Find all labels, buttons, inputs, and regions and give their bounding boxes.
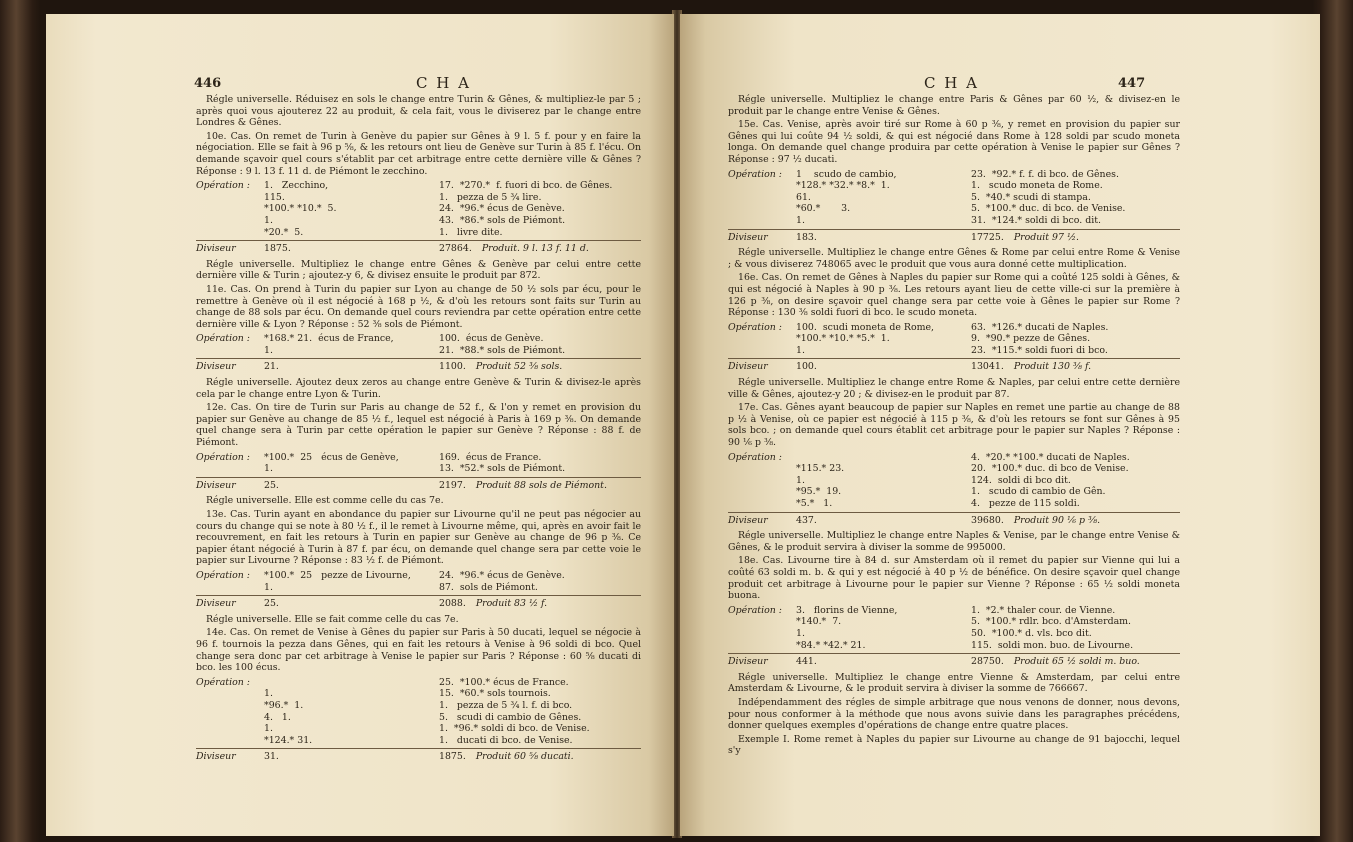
paragraph: 14e. Cas. On remet de Venise à Gênes du papier sur Paris à 50 ducati, lequel se négocie à 96 f. tournois la pezza dans Gênes, qui en fait les retours à Venise à 96 soldi di bco. Quel change sera donc par cet arbitrage à Venise le papier sur Paris ? Réponse : 60 ⅝ ducati di bco. les 100 écus. [196,627,641,674]
operation-right-column: 23. *92.* f. f. di bco. de Gênes. 1. scudo moneta de Rome. 5. *40.* scudi di stampa. 5. *100.* duc. di bco. de Venise. 31. *124.* soldi di bco. dit. [971,168,1126,226]
operation-left-column: 1 scudo de cambio, *128.* *32.* *8.* 1. 61. *60.* 3. 1. [796,168,897,226]
product-cell [971,232,1180,244]
paragraph: Régle universelle. Multipliez le change entre Gênes & Genève par celui entre cette dernière ville & Turin ; ajoutez-y 6, & divisez ensuite le produit par 872. [196,258,641,282]
product-value: 1100. [439,361,466,373]
operation-block [728,452,1180,510]
product-result: Produit 88 sols de Piémont. [475,479,607,491]
operation-right-column: 25. *100.* écus de France. 15. *60.* sols tournois. 1. pezza de 5 ¾ l. f. di bco. 5. scudi di cambio de Gênes. 1. *96.* soldi di bco. de Venise. 1. ducati di bco. de Venise. [439,676,590,746]
right-page-body [728,94,1180,759]
paragraph: Régle universelle. Multipliez le change entre Paris & Gênes par 60 ½, & divisez-en le produit par le change entre Venise & Gênes. [728,94,1180,117]
operation-block [196,180,641,238]
operation-label: Opération : [196,333,250,345]
product-cell [971,361,1180,373]
product-value: 27864. [439,243,472,255]
product-value: 2088. [439,598,466,610]
left-page [46,14,674,836]
product-result: Produit 60 ⅝ ducati. [475,751,574,763]
divisor-label: Diviseur [196,598,236,610]
paragraph: Régle universelle. Elle se fait comme celle du cas 7e. [206,613,459,625]
divisor-label: Diviseur [728,361,768,373]
operation-block [196,677,641,747]
paragraph: 11e. Cas. On prend à Turin du papier sur Lyon au change de 50 ½ sols par écu, pour le remettre à Genève où il est négocié à 168 p ½, & d'où les retours sont faits sur Turin au change de 88 sols par écu. On demande quel cours reviendra par cette opération entre cette dernière ville & Lyon ? Réponse : 52 ⅜ sols de Piémont. [196,283,641,330]
paragraph: 18e. Cas. Livourne tire à 84 d. sur Amsterdam où il remet du papier sur Vienne qui lui a coûté 63 soldi m. b. & qui y est négocié à 40 p ½ de bénéfice. On desire sçavoir quel change produit cet arbitrage à Livourne pour le papier sur Vienne ? Réponse : 65 ½ soldi moneta buona. [728,555,1180,602]
paragraph: Exemple I. Rome remet à Naples du papier sur Livourne au change de 91 bajocchi, lequel s'y [728,733,1180,757]
paragraph: 15e. Cas. Venise, après avoir tiré sur Rome à 60 p ⅜, y remet en provision du papier sur Gênes qui lui coûte 94 ½ soldi, & qui est négocié dans Rome à 128 soldi par scudo moneta longa. On demande quel change produira par cette opération à Venise le papier sur Gênes ? Réponse : 97 ½ ducati. [728,119,1180,165]
page-number-left: 446 [194,76,222,91]
divisor-line [196,240,641,255]
product-cell [439,361,641,373]
running-head-left: C H A [416,74,471,92]
operation-right-column: 1. *2.* thaler cour. de Vienne. 5. *100.* rdlr. bco. d'Amsterdam. 50. *100.* d. vls. bco dit. 115. soldi mon. buo. de Livourne. [971,604,1134,651]
paragraph: Régle universelle. Multipliez le change entre Gênes & Rome par celui entre Rome & Venise ; & vous diviserez 748065 avec le produit que vous aura donné cette multiplication. [728,247,1180,270]
divisor-value: 100. [796,361,817,373]
paragraph: Régle universelle. Multipliez le change entre Naples & Venise, par le change entre Venise & Gênes, & le produit servira à diviser la somme de 995000. [728,530,1180,553]
running-head-right: C H A [924,74,979,92]
divisor-value: 183. [796,231,817,243]
product-value: 17725. [971,231,1004,243]
product-result: Produit 97 ½. [1013,231,1080,243]
right-page [680,14,1320,836]
divisor-label: Diviseur [196,751,236,763]
product-cell [439,598,641,610]
operation-right-column: 4. *20.* *100.* ducati de Naples. 20. *100.* duc. di bco de Venise. 124. soldi di bco dit. 1. scudo di cambio de Gên. 4. pezze de 115 soldi. [971,451,1130,509]
product-value: 2197. [439,479,466,491]
operation-left-column: *168.* 21. écus de France, 1. [264,333,394,356]
operation-left-column: *115.* 23. 1. *95.* 19. *5.* 1. [796,463,845,509]
divisor-value: 25. [264,479,279,491]
operation-right-column: 24. *96.* écus de Genève. 87. sols de Piémont. [439,569,565,593]
paragraph: 17e. Cas. Gênes ayant beaucoup de papier sur Naples en remet une partie au change de 88 p ½ à Venise, où ce papier est négocié à 115 p ⅜, & d'où les retours se font sur Gênes à 95 sols bco. ; on demande quel cours établit cet arbitrage pour le papier sur Naples ? Réponse : 90 ⅙ p ⅜. [728,402,1180,449]
product-cell [971,515,1180,527]
page-number-right: 447 [1118,76,1146,91]
divisor-line [728,358,1180,373]
divisor-label: Diviseur [728,514,768,526]
divisor-label: Diviseur [196,361,236,373]
divisor-line [196,477,641,492]
operation-left-column: 1. Zecchino, 115. *100.* *10.* 5. 1. *20.* 5. [264,180,337,238]
divisor-label: Diviseur [728,656,768,668]
divisor-line [728,512,1180,527]
operation-left-column: 3. florins de Vienne, *140.* 7. 1. *84.* *42.* 21. [796,604,898,651]
operation-block [196,333,641,356]
operation-label: Opération : [728,451,782,463]
divisor-value: 25. [264,598,279,610]
divisor-value: 441. [796,656,817,668]
paragraph: Régle universelle. Réduisez en sols le change entre Turin & Gênes, & multipliez-le par 5 ; après quoi vous ajouterez 22 au produit, & cela fait, vous le diviserez par le change entre Londres & Gênes. [196,94,641,129]
operation-block [728,605,1180,651]
operation-label: Opération : [196,569,250,581]
divisor-line [196,595,641,610]
product-cell [439,480,641,492]
operation-left-column: 1. *96.* 1. 4. 1. 1. *124.* 31. [264,688,313,746]
paragraph: 13e. Cas. Turin ayant en abondance du papier sur Livourne qu'il ne peut pas négocier au cours du change qui se note à 80 ½ f., il le remet à Livourne même, qui, après en avoir fait le recouvrement, en fait les retours à Turin en papier sur Genève au change de 96 p ⅜. Ce papier étant négocié à Turin à 87 f. par écu, on demande quel change sera par cette voie le papier sur Livourne ? Réponse : 83 ½ f. de Piémont. [196,509,641,567]
operation-left-column: 100. scudi moneta de Rome, *100.* *10.* *5.* 1. 1. [796,321,935,356]
divisor-label: Diviseur [728,231,768,243]
operation-label: Opération : [728,321,782,333]
operation-block [196,570,641,593]
product-result: Produit. 9 l. 13 f. 11 d. [481,243,589,255]
divisor-line [196,748,641,763]
divisor-value: 437. [796,514,817,526]
operation-label: Opération : [728,604,782,616]
product-result: Produit 90 ⅙ p ⅜. [1013,514,1101,526]
paragraph: Régle universelle. Multipliez le change entre Vienne & Amsterdam, par celui entre Amsterdam & Livourne, & le produit servira à diviser la somme de 766667. [728,671,1180,695]
divisor-label: Diviseur [196,479,236,491]
product-result: Produit 130 ⅜ f. [1013,361,1092,373]
product-value: 1875. [439,751,466,763]
product-value: 13041. [971,361,1004,373]
operation-left-column: *100.* 25 pezze de Livourne, 1. [264,569,411,593]
divisor-label: Diviseur [196,243,236,255]
product-result: Produit 83 ½ f. [475,598,548,610]
divisor-line [728,653,1180,668]
operation-left-column: *100.* 25 écus de Genève, 1. [264,451,399,475]
paragraph: 10e. Cas. On remet de Turin à Genève du papier sur Gênes à 9 l. 5 f. pour y en faire la négociation. Elle se fait à 96 p ⅝, & les retours ont lieu de Genève sur Turin à 85 f. l'écu. On demande sçavoir quel cours s'établit par cet arbitrage entre cette dernière ville & Gênes ? Réponse : 9 l. 13 f. 11 d. de Piémont le zecchino. [196,130,641,177]
operation-block [196,452,641,475]
paragraph: 12e. Cas. On tire de Turin sur Paris au change de 52 f., & l'on y remet en provision du papier sur Genève au change de 85 ½ f., lequel est négocié à Paris à 169 p ⅜. On demande quel change sera à Turin par cette opération le papier sur Genève ? Réponse : 88 f. de Piémont. [196,402,641,449]
left-page-body [196,94,641,767]
operation-label: Opération : [196,451,250,463]
operation-label: Opération : [196,180,250,192]
divisor-line [728,229,1180,244]
divisor-value: 31. [264,751,279,763]
product-value: 28750. [971,656,1004,668]
paragraph: Régle universelle. Multipliez le change entre Rome & Naples, par celui entre cette dernière ville & Gênes, ajoutez-y 20 ; & divisez-en le produit par 87. [728,377,1180,400]
divisor-value: 1875. [264,243,291,255]
paragraph: Régle universelle. Elle est comme celle du cas 7e. [206,495,444,507]
product-result: Produit 65 ½ soldi m. buo. [1013,656,1140,668]
product-result: Produit 52 ⅜ sols. [475,361,563,373]
paragraph: 16e. Cas. On remet de Gênes à Naples du papier sur Rome qui a coûté 125 soldi à Gênes, & qui est négocié à Naples à 90 p ⅜. Les retours ayant lieu de cette ville-ci sur la première à 126 p ⅜, on desire sçavoir quel change sera par cette voie à Gênes le papier sur Rome ? Réponse : 130 ⅜ soldi fuori di bco. le scudo moneta. [728,272,1180,319]
operation-block [728,322,1180,357]
operation-right-column: 17. *270.* f. fuori di bco. de Gênes. 1. pezza de 5 ¾ lire. 24. *96.* écus de Genève. 43. *86.* sols de Piémont. 1. livre dite. [439,180,613,238]
operation-right-column: 63. *126.* ducati de Naples. 9. *90.* pezze de Gênes. 23. *115.* soldi fuori di bco. [971,321,1109,356]
operation-label: Opération : [728,168,782,180]
product-cell [439,243,641,255]
paragraph: Indépendamment des régles de simple arbitrage que nous venons de donner, nous devons, pour nous conformer à la méthode que nous avons suivie dans les paragraphes précédens, donner quelques exemples d'opérations de change entre quatre places. [728,696,1180,732]
product-cell [439,751,641,763]
paragraph: Régle universelle. Ajoutez deux zeros au change entre Genève & Turin & divisez-le après cela par le change entre Lyon & Turin. [196,377,641,400]
operation-right-column: 100. écus de Genève. 21. *88.* sols de Piémont. [439,333,566,356]
product-cell [971,656,1180,668]
divisor-line [196,358,641,373]
operation-right-column: 169. écus de France. 13. *52.* sols de Piémont. [439,451,566,475]
product-value: 39680. [971,514,1004,526]
divisor-value: 21. [264,361,279,373]
operation-block [728,169,1180,227]
operation-label: Opération : [196,676,250,688]
